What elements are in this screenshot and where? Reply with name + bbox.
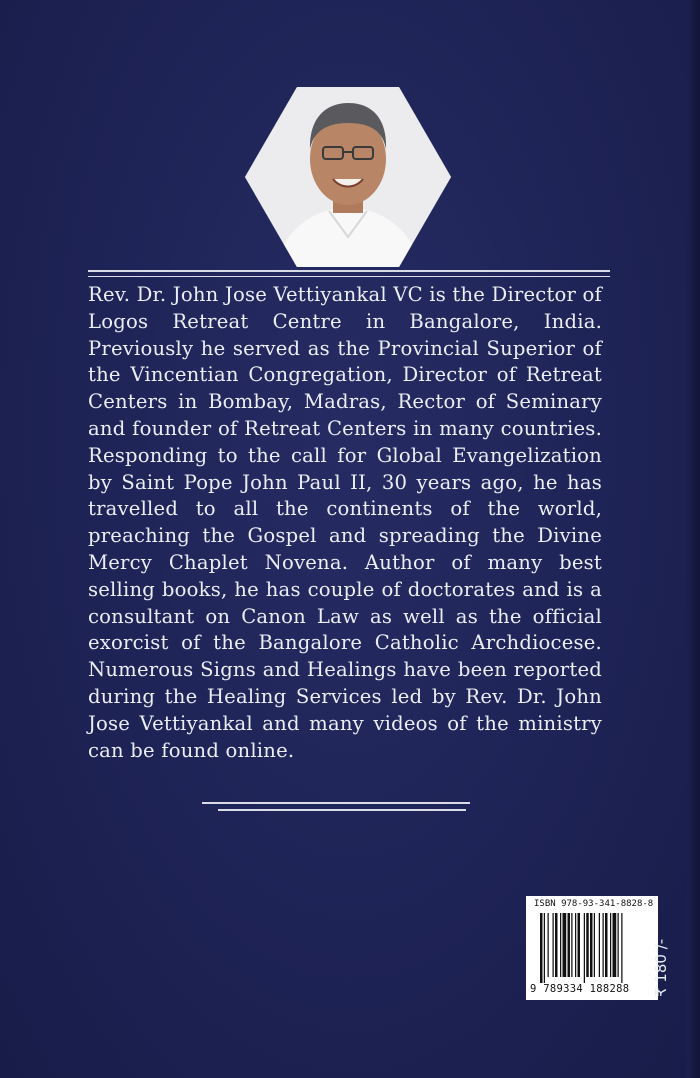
barcode-bar — [613, 913, 617, 977]
barcode-bars-icon — [540, 913, 652, 983]
barcode-bar — [590, 913, 593, 977]
barcode-bar — [599, 913, 600, 977]
author-biography: Rev. Dr. John Jose Vettiyankal VC is the Director of Logos Retreat Centre in Bangalore, India. Previously he served as the Provincial Superior of the Vincentian Congregation, Director of Retreat Centers in Bombay, Madras, Rector of Seminary and founder of Retreat Centers in many countries. Responding to the call for Global Evangelization by Saint Pope John Paul II, 30 years ago, he has travelled to all the continents of the world, preaching the Gospel and spreading the Divine Mercy Chaplet Novena. Author of many best selling books, he has couple of doctorates and is a consultant on Canon Law as well as the official exorcist of the Bangalore Catholic Archdiocese. Numerous Signs and Healings have been reported during the Healing Services led by Rev. Dr. John Jose Vettiyankal and many videos of the ministry can be found online. — [88, 283, 602, 762]
barcode-bar — [553, 913, 554, 977]
author-photo — [245, 87, 451, 267]
author-portrait-icon — [245, 87, 451, 267]
barcode-bar — [560, 913, 561, 977]
barcode-bar — [584, 913, 585, 983]
barcode-bar — [548, 913, 549, 977]
bottom-divider-secondary — [218, 809, 466, 811]
cover-edge — [686, 0, 700, 1078]
isbn-barcode — [526, 896, 658, 1000]
bottom-divider — [202, 802, 470, 804]
barcode-bar — [586, 913, 589, 977]
barcode-bar — [544, 913, 545, 983]
barcode-bar — [571, 913, 572, 977]
top-divider — [88, 270, 610, 277]
barcode-bar — [578, 913, 581, 977]
barcode-bar — [575, 913, 576, 977]
price-label: ₹ 180 /- — [652, 938, 670, 997]
isbn-digits: 9 789334 188288 — [530, 983, 630, 995]
barcode-bar — [540, 913, 543, 983]
barcode-bar — [555, 913, 558, 977]
barcode-bar — [568, 913, 571, 977]
barcode-bar — [610, 913, 611, 977]
isbn-label: ISBN 978-93-341-8828-8 — [534, 899, 654, 909]
barcode-bar — [603, 913, 604, 977]
barcode-bar — [563, 913, 567, 977]
barcode-bar — [621, 913, 622, 983]
barcode-bar — [605, 913, 608, 977]
barcode-bar — [618, 913, 619, 977]
barcode-bar — [594, 913, 595, 977]
